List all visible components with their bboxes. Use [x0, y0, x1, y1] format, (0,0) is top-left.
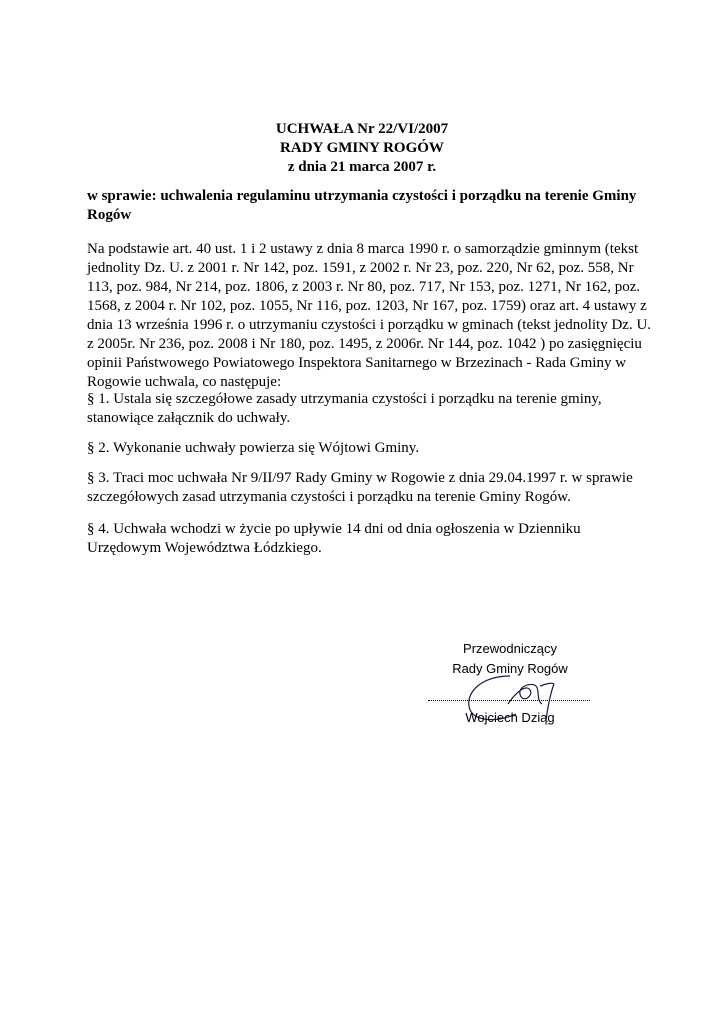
section-2	[87, 439, 647, 458]
section-line: § 1. Ustala się szczegółowe zasady utrzymania czystości i porządku na terenie gminy,	[87, 391, 602, 407]
section-3	[87, 469, 647, 507]
signatory-title: Przewodniczący	[463, 641, 557, 656]
subject-line: w sprawie: uchwalenia regulaminu utrzymania czystości i porządku na terenie Gminy	[87, 188, 637, 204]
basis-line: 1568, z 2004 r. Nr 102, poz. 1055, Nr 116, poz. 1203, Nr 167, poz. 1759) oraz art. 4 ustawy z	[87, 298, 647, 314]
signature-dotted-line	[428, 700, 590, 701]
section-line: Urzędowym Województwa Łódzkiego.	[87, 540, 322, 556]
section-line: szczegółowych zasad utrzymania czystości i porządku na terenie Gminy Rogów.	[87, 489, 571, 505]
basis-line: jednolity Dz. U. z 2001 r. Nr 142, poz. 1591, z 2002 r. Nr 23, poz. 220, Nr 62, poz. 558, Nr	[87, 260, 634, 276]
section-4	[87, 520, 647, 558]
subject-line: Rogów	[87, 207, 132, 223]
basis-line: z 2005r. Nr 236, poz. 2008 i Nr 180, poz. 1495, z 2006r. Nr 144, poz. 1042 ) po zasięgnięciu	[87, 336, 642, 352]
section-line: § 3. Traci moc uchwała Nr 9/II/97 Rady Gminy w Rogowie z dnia 29.04.1997 r. w sprawie	[87, 470, 633, 486]
resolution-date: z dnia 21 marca 2007 r.	[287, 159, 437, 175]
section-1	[87, 390, 647, 428]
section-line: § 2. Wykonanie uchwały powierza się Wójtowi Gminy.	[87, 440, 420, 456]
basis-line: 113, poz. 984, Nr 214, poz. 1806, z 2003 r. Nr 80, poz. 717, Nr 153, poz. 1271, Nr 162, poz.	[87, 279, 641, 295]
basis-line: opinii Państwowego Powiatowego Inspektora Sanitarnego w Brzezinach - Rada Gminy w	[87, 355, 627, 371]
resolution-header	[0, 120, 724, 177]
resolution-number: UCHWAŁA Nr 22/VI/2007	[275, 121, 449, 137]
basis-line: dnia 13 września 1996 r. o utrzymaniu czystości i porządku w gminach (tekst jednolity Dz. U.	[87, 317, 652, 333]
signatory-body: Rady Gminy Rogów	[452, 661, 568, 676]
signatory-name: Wojciech Dziąg	[465, 710, 555, 725]
legal-basis-paragraph	[87, 240, 652, 392]
section-line: § 4. Uchwała wchodzi w życie po upływie 14 dni od dnia ogłoszenia w Dzienniku	[87, 521, 581, 537]
basis-line: Na podstawie art. 40 ust. 1 i 2 ustawy z dnia 8 marca 1990 r. o samorządzie gminnym (tekst	[87, 241, 639, 257]
issuing-body: RADY GMINY ROGÓW	[280, 140, 444, 156]
section-line: stanowiące załącznik do uchwały.	[87, 410, 291, 426]
basis-line: Rogowie uchwala, co następuje:	[87, 374, 282, 390]
resolution-subject	[87, 187, 647, 225]
